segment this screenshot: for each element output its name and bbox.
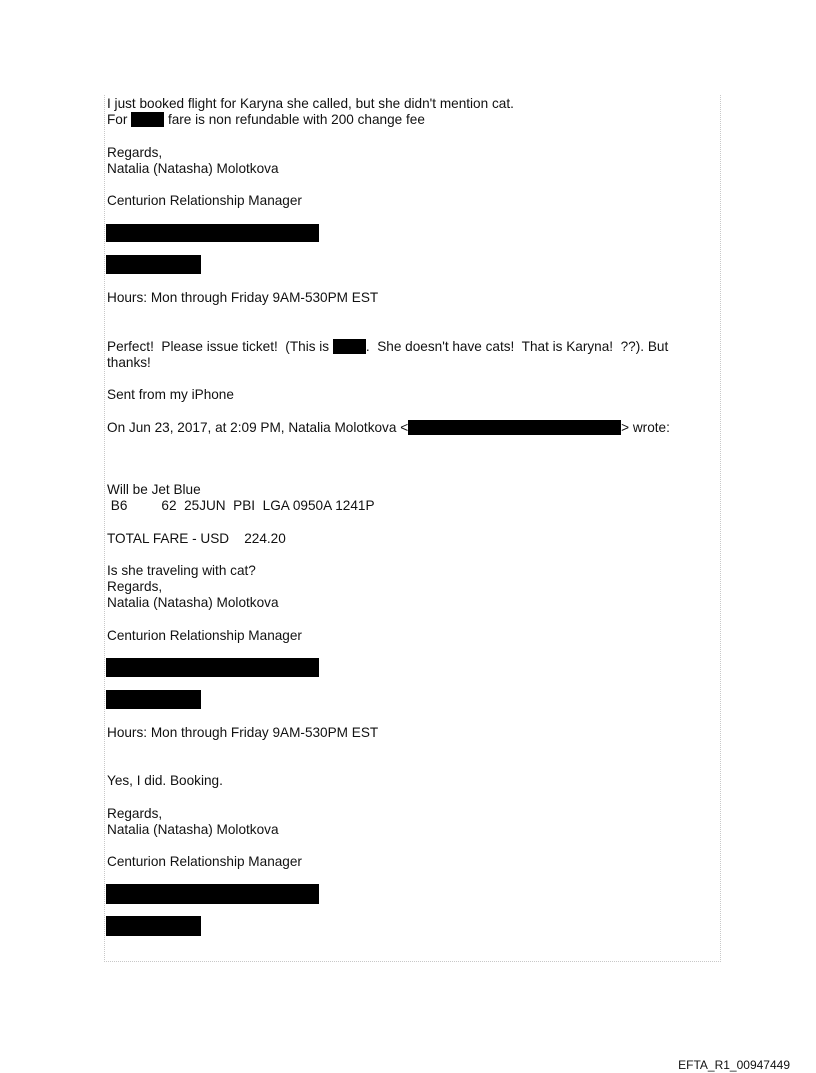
email3-sender-name: Natalia (Natasha) Molotkova [107,822,279,837]
redaction-block-contact [106,658,319,677]
document-id: EFTA_R1_00947449 [678,1058,790,1072]
redaction-block-phone [106,255,201,274]
reply-signature: Sent from my iPhone [107,387,234,402]
email2-sender-title: Centurion Relationship Manager [107,628,302,643]
email2-total-fare: TOTAL FARE - USD 224.20 [107,531,286,546]
email2-hours: Hours: Mon through Friday 9AM-530PM EST [107,725,379,740]
reply-line2: thanks! [107,355,151,370]
email1-sender-name: Natalia (Natasha) Molotkova [107,161,279,176]
quote-header [107,420,670,436]
email1-line2 [107,112,425,128]
reply-line1 [107,339,668,355]
redaction-inline-name [131,112,164,127]
email1-hours: Hours: Mon through Friday 9AM-530PM EST [107,290,379,305]
quote-header-prefix: On Jun 23, 2017, at 2:09 PM, Natalia Molotkova < [107,420,409,435]
email2-question: Is she traveling with cat? [107,563,256,578]
email2-flight-line: B6 62 25JUN PBI LGA 0950A 1241P [107,498,375,513]
redaction-block-contact [106,884,319,904]
reply-line1-prefix: Perfect! Please issue ticket! (This is [107,339,333,354]
email1-line2-suffix: fare is non refundable with 200 change fee [164,112,425,127]
quote-header-suffix: > wrote: [621,420,670,435]
email1-closing: Regards, [107,145,163,160]
email3-closing: Regards, [107,806,163,821]
email3-body: Yes, I did. Booking. [107,773,223,788]
redaction-block-contact [106,224,319,242]
email1-line2-prefix: For [107,112,132,127]
email3-sender-title: Centurion Relationship Manager [107,854,302,869]
redaction-block-phone [106,916,201,936]
redaction-inline-name [333,339,366,354]
email2-sender-name: Natalia (Natasha) Molotkova [107,595,279,610]
redaction-inline-email [408,420,621,435]
email2-closing: Regards, [107,579,163,594]
redaction-block-phone [106,690,201,709]
email1-line1: I just booked flight for Karyna she called, but she didn't mention cat. [107,96,514,111]
reply-line1-suffix: . She doesn't have cats! That is Karyna! ??). But [365,339,669,354]
email1-sender-title: Centurion Relationship Manager [107,193,302,208]
email2-airline: Will be Jet Blue [107,482,201,497]
